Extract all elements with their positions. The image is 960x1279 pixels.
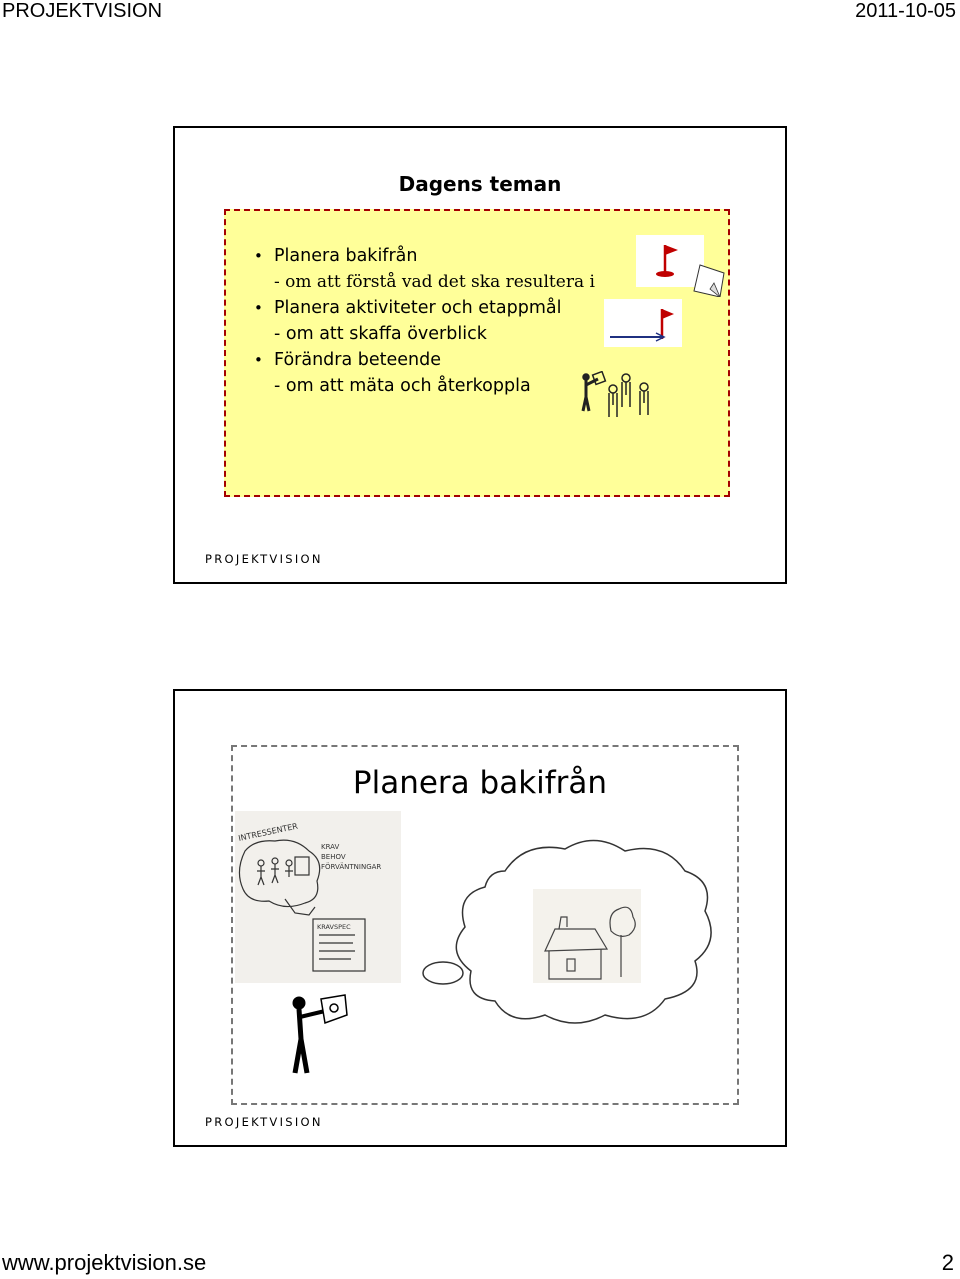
presenter-icon [285, 991, 355, 1079]
topic-sub: - om att skaffa överblick [274, 324, 487, 344]
header-date: 2011-10-05 [855, 0, 956, 22]
slide-1 [173, 126, 787, 584]
header-title: PROJEKTVISION [2, 0, 163, 22]
topic-main: Planera aktiviteter och etappmål [274, 298, 562, 318]
topic-main: Planera bakifrån [274, 246, 418, 266]
topic-list [254, 243, 595, 399]
thought-cloud-icon [415, 831, 725, 1041]
topic-sub: - om att förstå vad det ska resultera i [274, 272, 595, 292]
slide-2 [173, 689, 787, 1147]
flag-icon [636, 235, 726, 297]
topics-box [224, 209, 730, 497]
topic-main: Förändra beteende [274, 350, 441, 370]
sketch-label: KRAV [321, 843, 340, 851]
people-icon [578, 371, 658, 421]
slide-1-title: Dagens teman [398, 172, 562, 196]
footer-url[interactable]: www.projektvision.se [2, 1250, 207, 1275]
sketch-label: INTRESSENTER [237, 821, 299, 843]
arrow-flag-icon [604, 299, 684, 349]
sketch-label: FÖRVÄNTNINGAR [321, 863, 382, 871]
topic-sub: - om att mäta och återkoppla [274, 376, 531, 396]
brand-logo: PROJEKTVISION [205, 1115, 323, 1129]
sketch-label: KRAVSPEC [317, 923, 351, 931]
requirements-sketch [235, 811, 401, 983]
topic-item [254, 347, 595, 399]
sketch-label: BEHOV [321, 853, 346, 861]
topic-item [254, 243, 595, 295]
topic-item [254, 295, 595, 347]
brand-logo: PROJEKTVISION [205, 552, 323, 566]
slide-2-title: Planera bakifrån [352, 765, 608, 801]
page-number: 2 [941, 1250, 954, 1275]
